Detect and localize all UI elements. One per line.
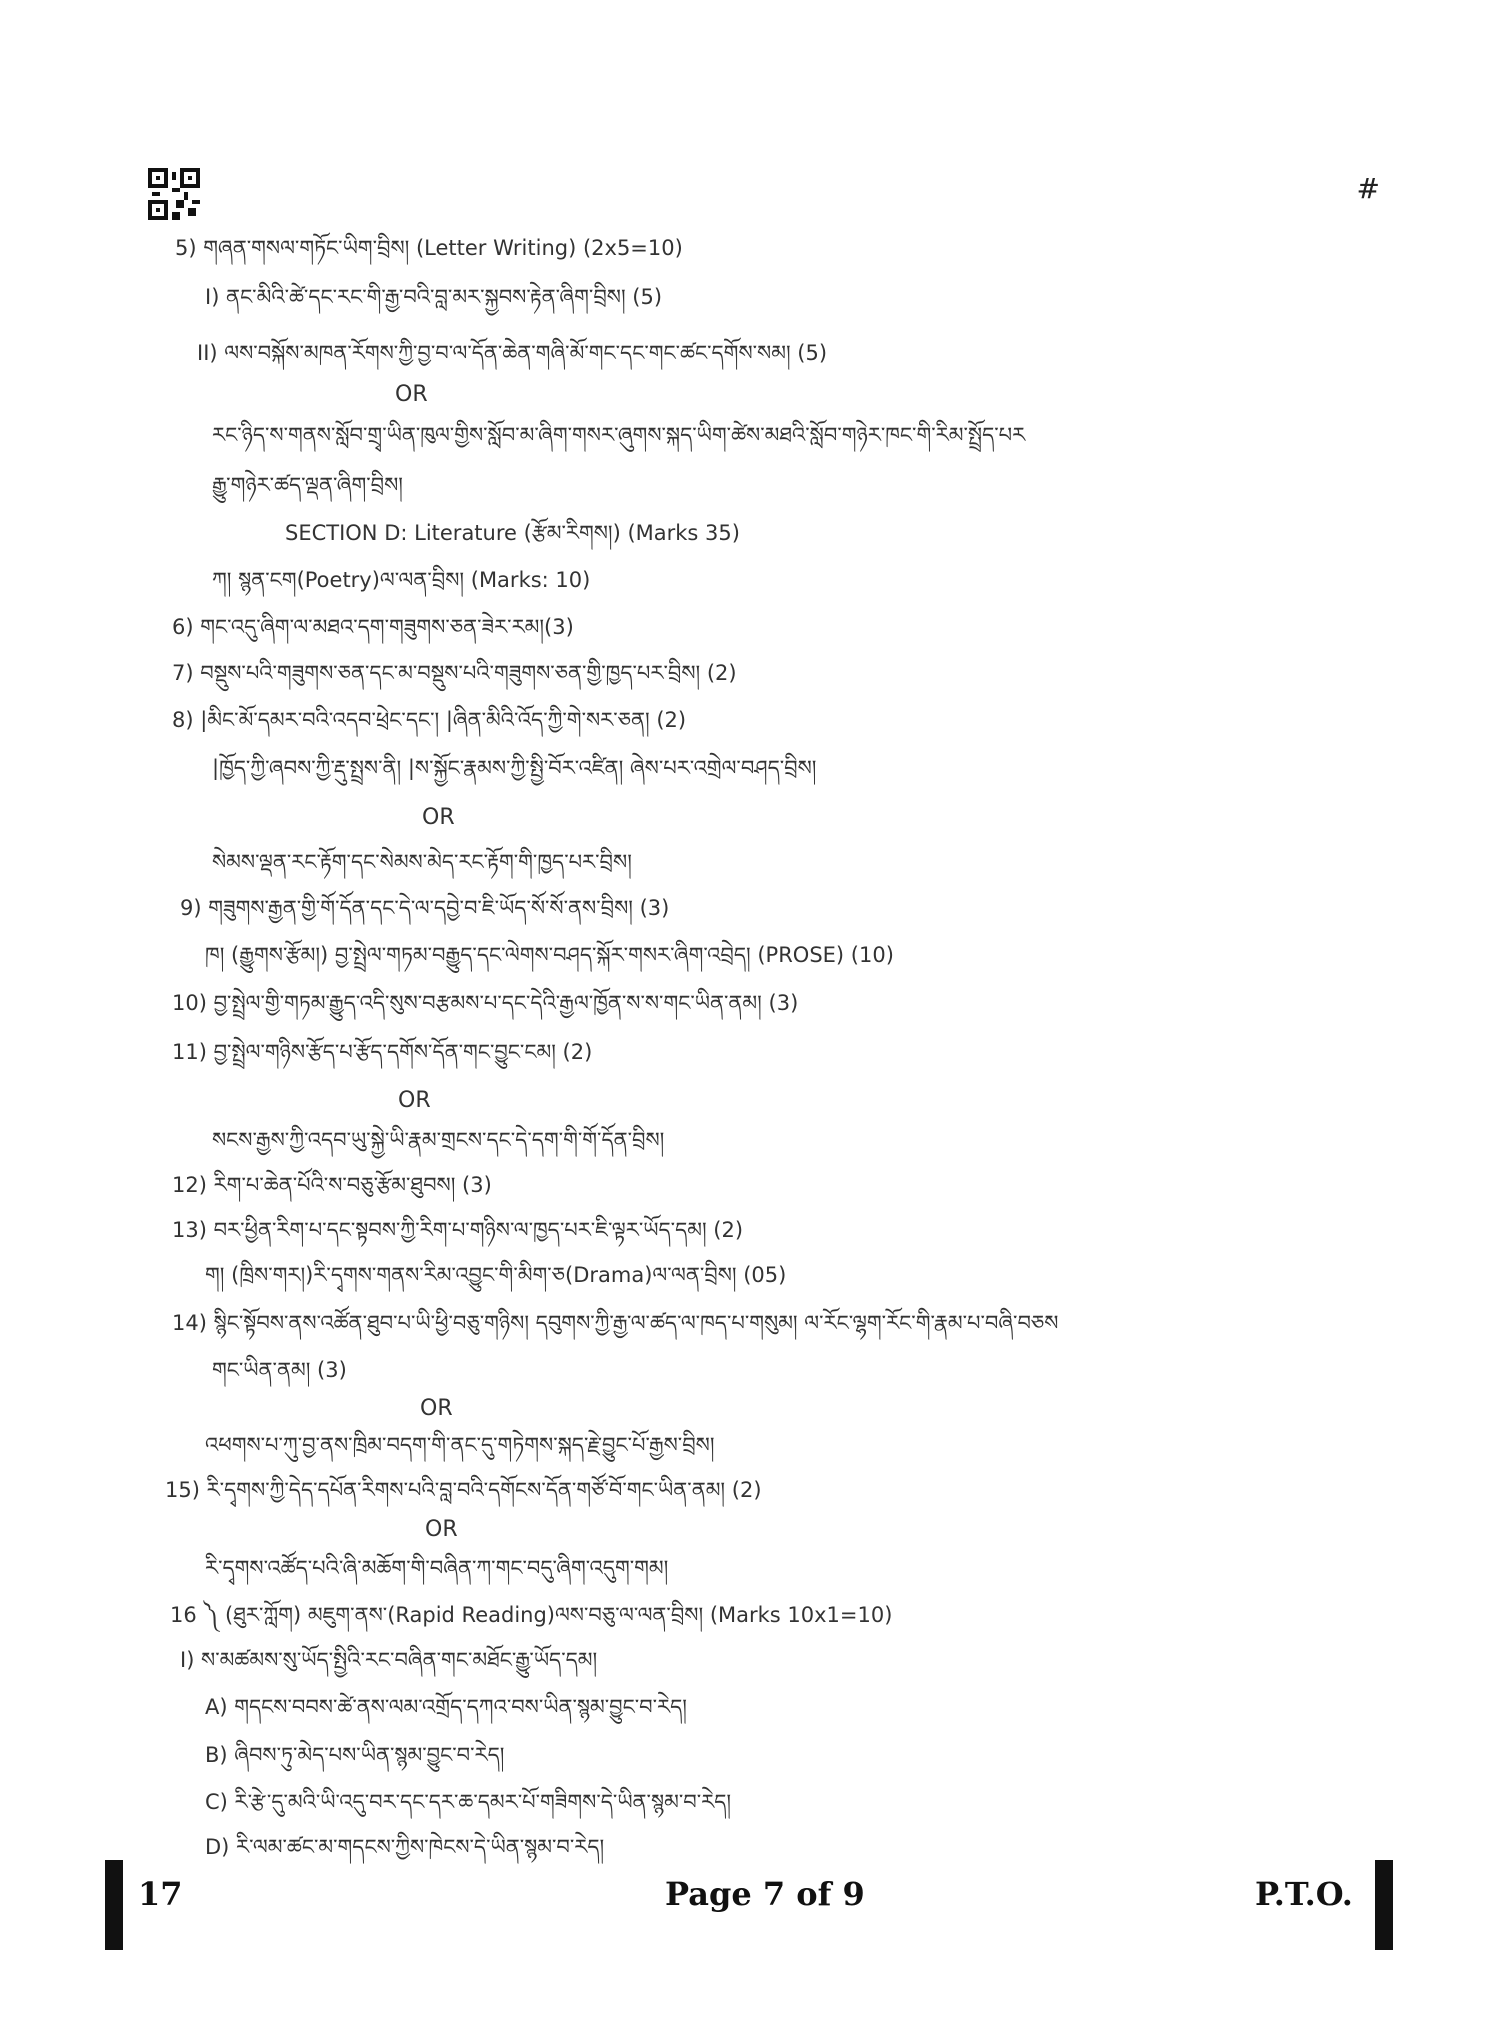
qr-code-icon [148,168,200,220]
question-14-alt: འཕགས་པ་ཀུ་བྱ་ནས་ཁྲིམ་བདག་གི་ནང་དུ་གཏེགས་སྐད་རྗེ་བྱུང་པོ་རྒྱས་བྲིས། [205,1433,715,1457]
footer-right-bar [1375,1860,1393,1950]
question-16-part-1: I) ས་མཚམས་སུ་ཡོད་སྤྱིའི་རང་བཞིན་གང་མཐོང་རྒྱུ་ཡོད་དམ། [180,1648,598,1672]
pto-label: P.T.O. [1255,1875,1353,1913]
answer-option-a: A) གདངས་བབས་ཚེ་ནས་ལམ་འགྲོད་དཀའ་བས་ཡིན་སྙམ་བྱུང་བ་རེད། [205,1695,687,1719]
or-label: OR [425,1517,458,1542]
or-label: OR [398,1088,431,1113]
answer-option-b: B) ཞིབས་ཏུ་མེད་པས་ཡིན་སྙམ་བྱུང་བ་རེད། [205,1743,505,1767]
question-8-continued: |ཁྱོད་ཀྱི་ཞབས་ཀྱི་རྡུ་སྤྲས་ནི། |ས་སྐྱོང་རྣམས་ཀྱི་སྤྱི་བོར་འཛིན། ཞེས་པར་འགྲེལ་བཤད་བྲིས། [212,756,817,780]
footer-left-bar [105,1860,123,1950]
prose-heading: ཁ། (རྒྱུགས་རྩོམ།) བྱ་སྤྲེལ་གཏམ་བརྒྱུད་དང་ལེགས་བཤད་སྐོར་གསར་ཞིག་འབྲེད། (PROSE) (10) [205,943,894,967]
question-5-alt-line-1: རང་ཉིད་ས་གནས་སློབ་གྲྭ་ཡིན་ཁུལ་གྱིས་སློབ་མ་ཞིག་གསར་ཞུགས་སྐད་ཡིག་ཚེས་མཐའི་སློབ་གཉེར་ཁང་གི་རིམ་སྤྲོད་པར [212,423,1026,447]
answer-option-c: C) རི་རྩེ་དུ་མའི་ཡི་འདུ་བར་དང་དར་ཆ་དམར་པོ་གཟིགས་དེ་ཡིན་སྙམ་བ་རེད། [205,1790,732,1814]
question-8: 8) |མིང་མོ་དམར་བའི་འདབ་ཕྲེང་དང་། |ཞིན་མིའི་འོད་ཀྱི་གེ་སར་ཅན། (2) [172,708,687,732]
question-15-alt: རི་དྭགས་འཚོད་པའི་ཞི་མཆོག་གི་བཞིན་ཀ་གང་བདུ་ཞིག་འདུག་གམ། [205,1556,669,1580]
footer-number: 17 [138,1875,183,1913]
question-12: 12) རིག་པ་ཆེན་པོའི་ས་བཅུ་རྩོམ་ཐུབས། (3) [172,1173,492,1197]
question-13: 13) བར་ཕྱིན་རིག་པ་དང་སྟབས་ཀྱི་རིག་པ་གཉིས་ལ་ཁྱད་པར་ཇི་ལྟར་ཡོད་དམ། (2) [172,1218,744,1242]
question-14-continued: གང་ཡིན་ནམ། (3) [212,1358,347,1382]
or-label: OR [395,382,428,407]
question-14: 14) སྙིང་སྟོབས་ནས་འཚོན་ཐུབ་པ་ཡི་ཕྱི་བཅུ་གཉིས། དབུགས་ཀྱི་རྒྱ་ལ་ཚད་ལ་ཁད་པ་གསུམ། ལ་རོང་ལྷག་རོང་གི་རྣམ་པ་བཞི་བཅས [172,1311,1059,1335]
question-11: 11) བྱ་སྤྲེལ་གཉིས་རྩོད་པ་རྩོད་དགོས་དོན་གང་བྱུང་ངམ། (2) [172,1040,593,1064]
question-11-alt: སངས་རྒྱས་ཀྱི་འདབ་ཡུ་སྐྱེ་ཡི་རྣམ་གྲངས་དང་དེ་དག་གི་གོ་དོན་བྲིས། [212,1128,665,1152]
question-5-alt-line-2: རྒྱུ་གཉེར་ཚད་ལྡན་ཞིག་བྲིས། [212,473,403,497]
question-7: 7) བསྡུས་པའི་གཟུགས་ཅན་དང་མ་བསྡུས་པའི་གཟུགས་ཅན་གྱི་ཁྱད་པར་བྲིས། (2) [172,661,737,685]
poetry-heading: ཀ། སྙན་ངག(Poetry)ལ་ལན་བྲིས། (Marks: 10) [212,568,591,592]
section-d-heading: SECTION D: Literature (རྩོམ་རིགས།) (Marks 35) [285,521,740,545]
drama-heading: ག། (ཁྲིས་གར།)རི་དྭགས་གནས་རིམ་འབྱུང་གི་མིག་ཅ(Drama)ལ་ལན་བྲིས། (05) [205,1263,787,1287]
question-10: 10) བྱ་སྤྲེལ་གྱི་གཏམ་རྒྱུད་འདི་སུས་བརྩམས་པ་དང་དེའི་རྒྱལ་ཁྱོན་ས་ས་གང་ཡིན་ནམ། (3) [172,991,799,1015]
question-6: 6) གང་འདུ་ཞིག་ལ་མཐའ་དག་གཟུགས་ཅན་ཟེར་རམ།(3) [172,615,574,639]
question-16-heading: 16 ༽ (ཐུར་ཀློག) མཇུག་ནས་(Rapid Reading)ལས་བཅུ་ལ་ལན་བྲིས། (Marks 10x1=10) [170,1603,893,1627]
question-15: 15) རི་དྭགས་ཀྱི་དེད་དཔོན་རིགས་པའི་བླ་བའི་དགོངས་དོན་གཙོ་བོ་གང་ཡིན་ནམ། (2) [165,1478,762,1502]
question-9: 9) གཟུགས་རྒྱན་གྱི་གོ་དོན་དང་དེ་ལ་དབྱེ་བ་ཇི་ཡོད་སོ་སོ་ནས་བྲིས། (3) [180,896,670,920]
or-label: OR [422,805,455,830]
question-8-alt: སེམས་ལྡན་རང་རྟོག་དང་སེམས་མེད་རང་རྟོག་གི་ཁྱད་པར་བྲིས། [212,850,632,874]
page-number-label: Page 7 of 9 [665,1875,865,1913]
question-5-option-2: II) ལས་བསྐོས་མཁན་རོགས་ཀྱི་བྱ་བ་ལ་དོན་ཆེན་གཞི་མོ་གང་དང་གང་ཚང་དགོས་སམ། (5) [197,341,828,365]
question-5-option-1: I) ནང་མིའི་ཚེ་དང་རང་གི་རྒྱ་བའི་བླ་མར་སྐྱབས་རྟེན་ཞིག་བྲིས། (5) [205,285,663,309]
corner-mark: # [1356,172,1380,205]
question-5-heading: 5) གཞན་གསལ་གཏོང་ཡིག་བྲིས། (Letter Writing) (2x5=10) [175,236,683,260]
or-label: OR [420,1396,453,1421]
answer-option-d: D) རི་ལམ་ཚང་མ་གདངས་ཀྱིས་ཁེངས་དེ་ཡིན་སྙམ་བ་རེད། [205,1835,605,1859]
